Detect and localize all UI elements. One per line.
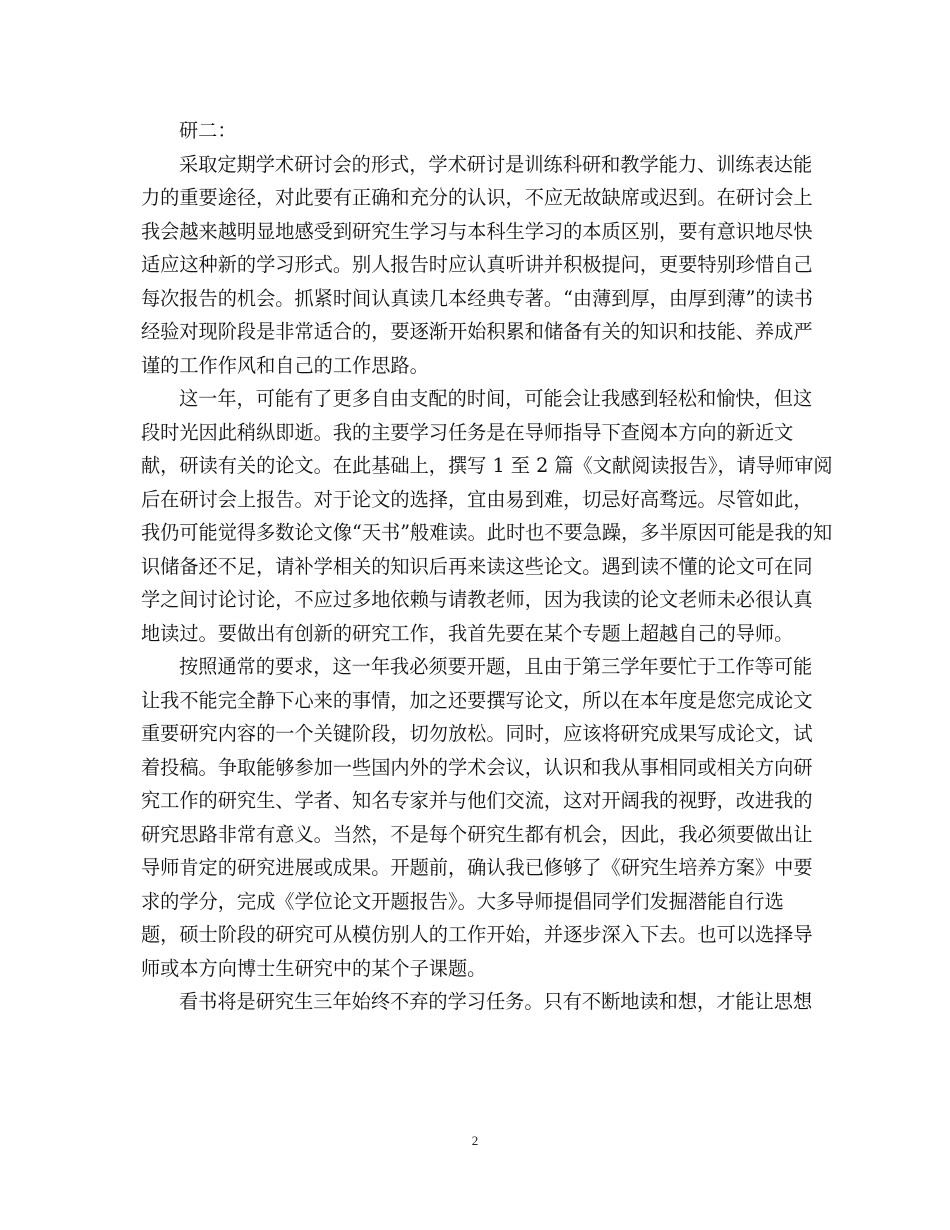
paragraph-3 <box>141 650 813 985</box>
paragraph-line: 我会越来越明显地感受到研究生学习与本科生学习的本质区别，要有意识地尽快 <box>141 219 813 243</box>
paragraph-line: 导师肯定的研究进展或成果。开题前，确认我已修够了《研究生培养方案》中要 <box>141 856 813 879</box>
paragraph-line: 求的学分，完成《学位论文开题报告》。大多导师提倡同学们发掘潜能自行选 <box>141 889 784 913</box>
paragraph-line: 适应这种新的学习形式。别人报告时应认真听讲并积极提问，更要特别珍惜自己 <box>141 253 813 276</box>
paragraph-line: 这一年，可能有了更多自由支配的时间，可能会让我感到轻松和愉快，但这 <box>179 387 813 410</box>
paragraph-line: 力的重要途径，对此要有正确和充分的认识，不应无故缺席或迟到。在研讨会上 <box>141 186 813 209</box>
paragraph-line: 献，研读有关的论文。在此基础上，撰写 1 至 2 篇《文献阅读报告》，请导师审阅 <box>141 454 833 477</box>
heading-text: 研二： <box>179 119 237 142</box>
paragraph-line: 识储备还不足，请补学相关的知识后再来读这些论文。遇到读不懂的论文可在同 <box>141 554 813 578</box>
section-heading <box>141 114 813 148</box>
paragraph-1 <box>141 148 813 383</box>
paragraph-line: 着投稿。争取能够参加一些国内外的学术会议，认识和我从事相同或相关方向研 <box>141 755 813 779</box>
paragraph-line: 我仍可能觉得多数论文像“天书”般难读。此时也不要急躁，多半原因可能是我的知 <box>141 521 833 544</box>
paragraph-line: 按照通常的要求，这一年我必须要开题，且由于第三学年要忙于工作等可能 <box>179 655 813 678</box>
paragraph-line: 重要研究内容的一个关键阶段，切勿放松。同时，应该将研究成果写成论文，试 <box>141 722 813 745</box>
paragraph-line: 段时光因此稍纵即逝。我的主要学习任务是在导师指导下查阅本方向的新近文 <box>141 420 794 444</box>
paragraph-line: 谨的工作作风和自己的工作思路。 <box>141 353 429 377</box>
paragraph-line: 每次报告的机会。抓紧时间认真读几本经典专著。“由薄到厚，由厚到薄”的读书 <box>141 286 813 310</box>
paragraph-line: 让我不能完全静下心来的事情，加之还要撰写论文，所以在本年度是您完成论文 <box>141 688 813 712</box>
paragraph-line: 题，硕士阶段的研究可从模仿别人的工作开始，并逐步深入下去。也可以选择导 <box>141 923 813 946</box>
paragraph-line: 后在研讨会上报告。对于论文的选择，宜由易到难，切忌好高骛远。尽管如此， <box>141 487 813 511</box>
paragraph-line: 采取定期学术研讨会的形式，学术研讨是训练科研和教学能力、训练表达能 <box>179 152 813 176</box>
paragraph-line: 看书将是研究生三年始终不弃的学习任务。只有不断地读和想，才能让思想 <box>179 990 813 1013</box>
paragraph-line: 究工作的研究生、学者、知名专家并与他们交流，这对开阔我的视野，改进我的 <box>141 789 813 812</box>
paragraph-line: 师或本方向博士生研究中的某个子课题。 <box>141 956 487 980</box>
paragraph-line: 学之间讨论讨论，不应过多地依赖与请教老师，因为我读的论文老师未必很认真 <box>141 588 813 611</box>
paragraph-4 <box>141 985 813 1019</box>
paragraph-2 <box>141 382 833 650</box>
paragraph-line: 地读过。要做出有创新的研究工作，我首先要在某个专题上超越自己的导师。 <box>141 621 794 645</box>
paragraph-line: 经验对现阶段是非常适合的，要逐渐开始积累和储备有关的知识和技能、养成严 <box>141 320 813 343</box>
paragraph-line: 研究思路非常有意义。当然，不是每个研究生都有机会，因此，我必须要做出让 <box>141 822 813 846</box>
document-body <box>141 114 833 1019</box>
page-number: 2 <box>471 1133 479 1148</box>
